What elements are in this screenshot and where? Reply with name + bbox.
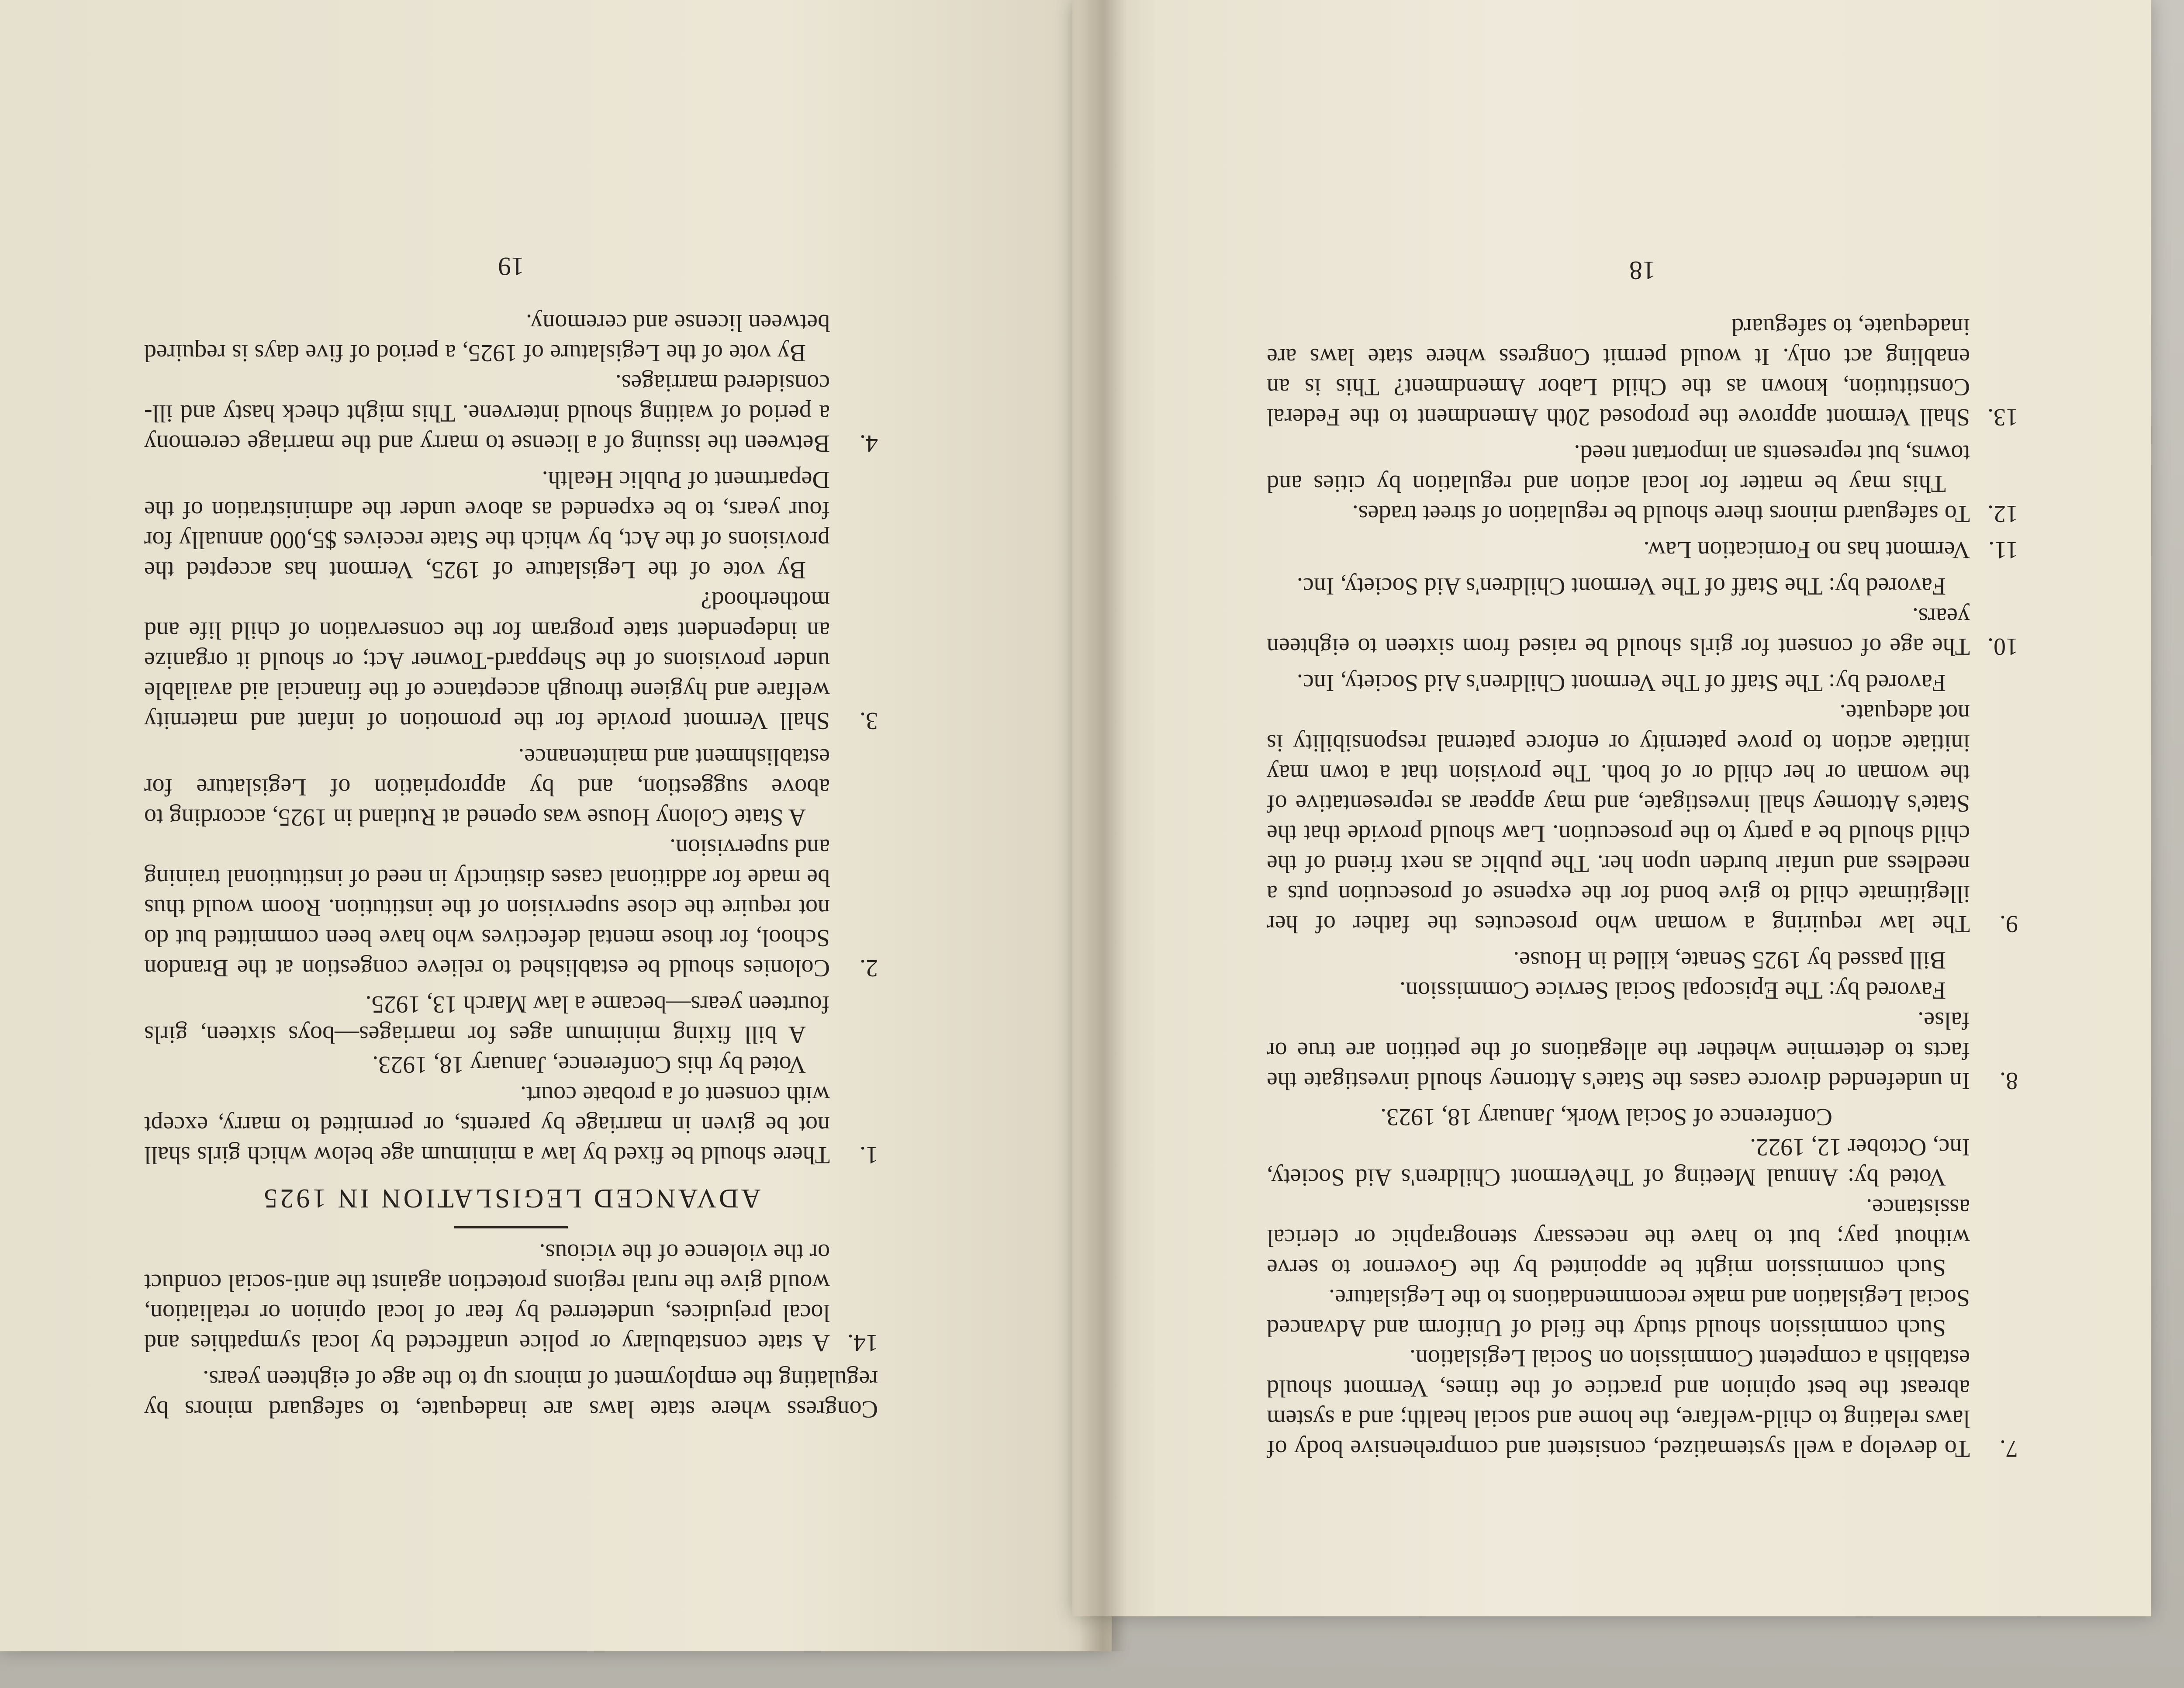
item-text: Shall Vermont provide for the promotion of infant and maternity welfare and hygiene through acceptance of the financial aid available under provisions of the Sheppard-Towner Act; or should it organize an independent state program for the conservation of child life and motherhood? bbox=[144, 587, 830, 734]
list-item bbox=[1267, 311, 2018, 432]
list-item bbox=[1267, 535, 2018, 565]
item-number: 10. bbox=[1987, 633, 2018, 660]
list-item bbox=[1267, 1343, 2018, 1463]
list-item bbox=[1267, 1005, 2018, 1096]
item-note: By vote of the Legislature of 1925, Vermont has accepted the provisions of the Act, by which the State receives $5,000 annually for four years, to be expended as above under the administration of the Department of Public Health. bbox=[144, 466, 830, 584]
item-number: 9. bbox=[2000, 910, 2018, 937]
item-text: The age of consent for girls should be raised from sixteen to eighteen years. bbox=[1267, 603, 1970, 660]
continuation-13: Congress where state laws are inadequate, to safeguard minors by regulating the employment of minors up to the age of eighteen years. bbox=[144, 1366, 878, 1423]
section-heading: ADVANCED LEGISLATION IN 1925 bbox=[261, 1183, 761, 1213]
item-note: Such commission might be appointed by the Governor to serve without pay; but to have the necessary stenographic or clerical assistance. bbox=[1267, 1194, 1970, 1281]
item-number: 4. bbox=[860, 430, 878, 457]
item-text: Vermont has no Fornication Law. bbox=[1643, 536, 1970, 564]
page-number: 18 bbox=[1629, 256, 1655, 285]
item-text: Colonies should be established to relieve congestion at the Brandon School, for those mental defectives who have been committed but do not require the close supervision of the institution. Room would thus be made for additional cases distinctly in need of institutional training and supervision. bbox=[144, 834, 830, 982]
item-number: 12. bbox=[1987, 500, 2018, 527]
item-text: The law requiring a woman who prosecutes the father of her illegitimate child to give bond for the expense of prosecution puts a needless and unfair burden upon her. The public as next friend of the child should be a party to the prosecution. Law should provide that the State's Attorney shall investigate, and may appear as representative of the woman or her child or of both. The provision that a town may initiate action to prove paternity or enforce paternal responsibility is not adequate. bbox=[1267, 699, 1970, 937]
item-text: A state constabulary or police unaffected by local sympathies and local prejudices, undeterred by fear of local opinion or retaliation, would give the rural regions protection against the anti-social conduct or the violence of the vicious. bbox=[144, 1239, 830, 1356]
list-item bbox=[144, 1237, 878, 1358]
item-note: Favored by: The Staff of The Vermont Children's Aid Society, Inc. bbox=[1296, 669, 1946, 696]
item-text: To safeguard minors there should be regulation of street trades. bbox=[1352, 500, 1970, 527]
right-page-content bbox=[1267, 144, 2018, 1463]
list-item bbox=[1267, 601, 2018, 661]
item-number: 14. bbox=[847, 1329, 878, 1356]
item-number: 3. bbox=[860, 707, 878, 734]
right-page bbox=[1072, 0, 2151, 1616]
item-number: 7. bbox=[2000, 1435, 2018, 1462]
list-item bbox=[144, 585, 878, 736]
item-number: 11. bbox=[1988, 536, 2018, 564]
list-item bbox=[144, 832, 878, 983]
item-text: In undefended divorce cases the State's Attorney should investigate the facts to determine whether the allegations of the petition are true or false. bbox=[1267, 1007, 1970, 1094]
item-note: A State Colony House was opened at Rutland in 1925, according to above suggestion, and by appropriation of Legislature for establishment and maintenance. bbox=[144, 744, 830, 831]
list-item bbox=[1267, 698, 2018, 939]
list-item bbox=[144, 368, 878, 458]
list-item bbox=[144, 1079, 878, 1170]
item-note: Bill passed by 1925 Senate, killed in House. bbox=[1513, 947, 1946, 974]
divider bbox=[454, 1226, 568, 1228]
item-note: Such commission should study the field of Uniform and Advanced Social Legislation and make recommendations to the Legislature. bbox=[1267, 1284, 1970, 1342]
list-item bbox=[1267, 498, 2018, 529]
item-note: This may be matter for local action and regulation by cities and towns, but represents an important need. bbox=[1267, 440, 1970, 497]
item-number: 1. bbox=[860, 1141, 878, 1169]
item-note: A bill fixing minimum ages for marriages—boys sixteen, girls fourteen years—became a law March 13, 1925. bbox=[144, 991, 830, 1048]
page-number: 19 bbox=[498, 252, 524, 281]
item-note: Favored by: The Staff of The Vermont Children's Aid Society, Inc. bbox=[1296, 573, 1946, 600]
item-note: Conference of Social Work, January 18, 1923. bbox=[1380, 1103, 1832, 1131]
item-number: 13. bbox=[1987, 404, 2018, 431]
item-text: There should be fixed by law a minimum age below which girls shall not be given in marriage by parents, or permitted to marry, except with consent of a probate court. bbox=[144, 1081, 830, 1169]
item-note: Voted by this Conference, January 18, 1923. bbox=[372, 1051, 806, 1078]
item-text: Shall Vermont approve the proposed 20th Amendment to the Federal Constitution, known as the Child Labor Amendment? This is an enabling act only. It would permit Congress where state laws are inadequate, to safeguard bbox=[1267, 313, 1970, 431]
item-text: To develop a well systematized, consistent and comprehensive body of laws relating to child-welfare, the home and social health; and a system abreast the best opinion and practice of the times, Vermont should establish a competent Commission on Social Legislation. bbox=[1267, 1345, 1970, 1462]
item-number: 2. bbox=[860, 955, 878, 982]
left-page-content bbox=[144, 157, 878, 1424]
item-note: Favored by: The Episcopal Social Service Commission. bbox=[1399, 977, 1946, 1004]
item-note: Voted by: Annual Meeting of TheVermont Children's Aid Society, Inc, October 12, 1922. bbox=[1267, 1134, 1970, 1191]
item-note: By vote of the Legislature of 1925, a period of five days is required between license and ceremony. bbox=[144, 309, 830, 367]
item-number: 8. bbox=[2000, 1067, 2018, 1094]
book-gutter bbox=[1079, 0, 1127, 1651]
item-text: Between the issuing of a license to marry and the marriage ceremony a period of waiting should intervene. This might check hasty and ill-considered marriages. bbox=[144, 370, 830, 457]
left-page bbox=[0, 0, 1112, 1651]
